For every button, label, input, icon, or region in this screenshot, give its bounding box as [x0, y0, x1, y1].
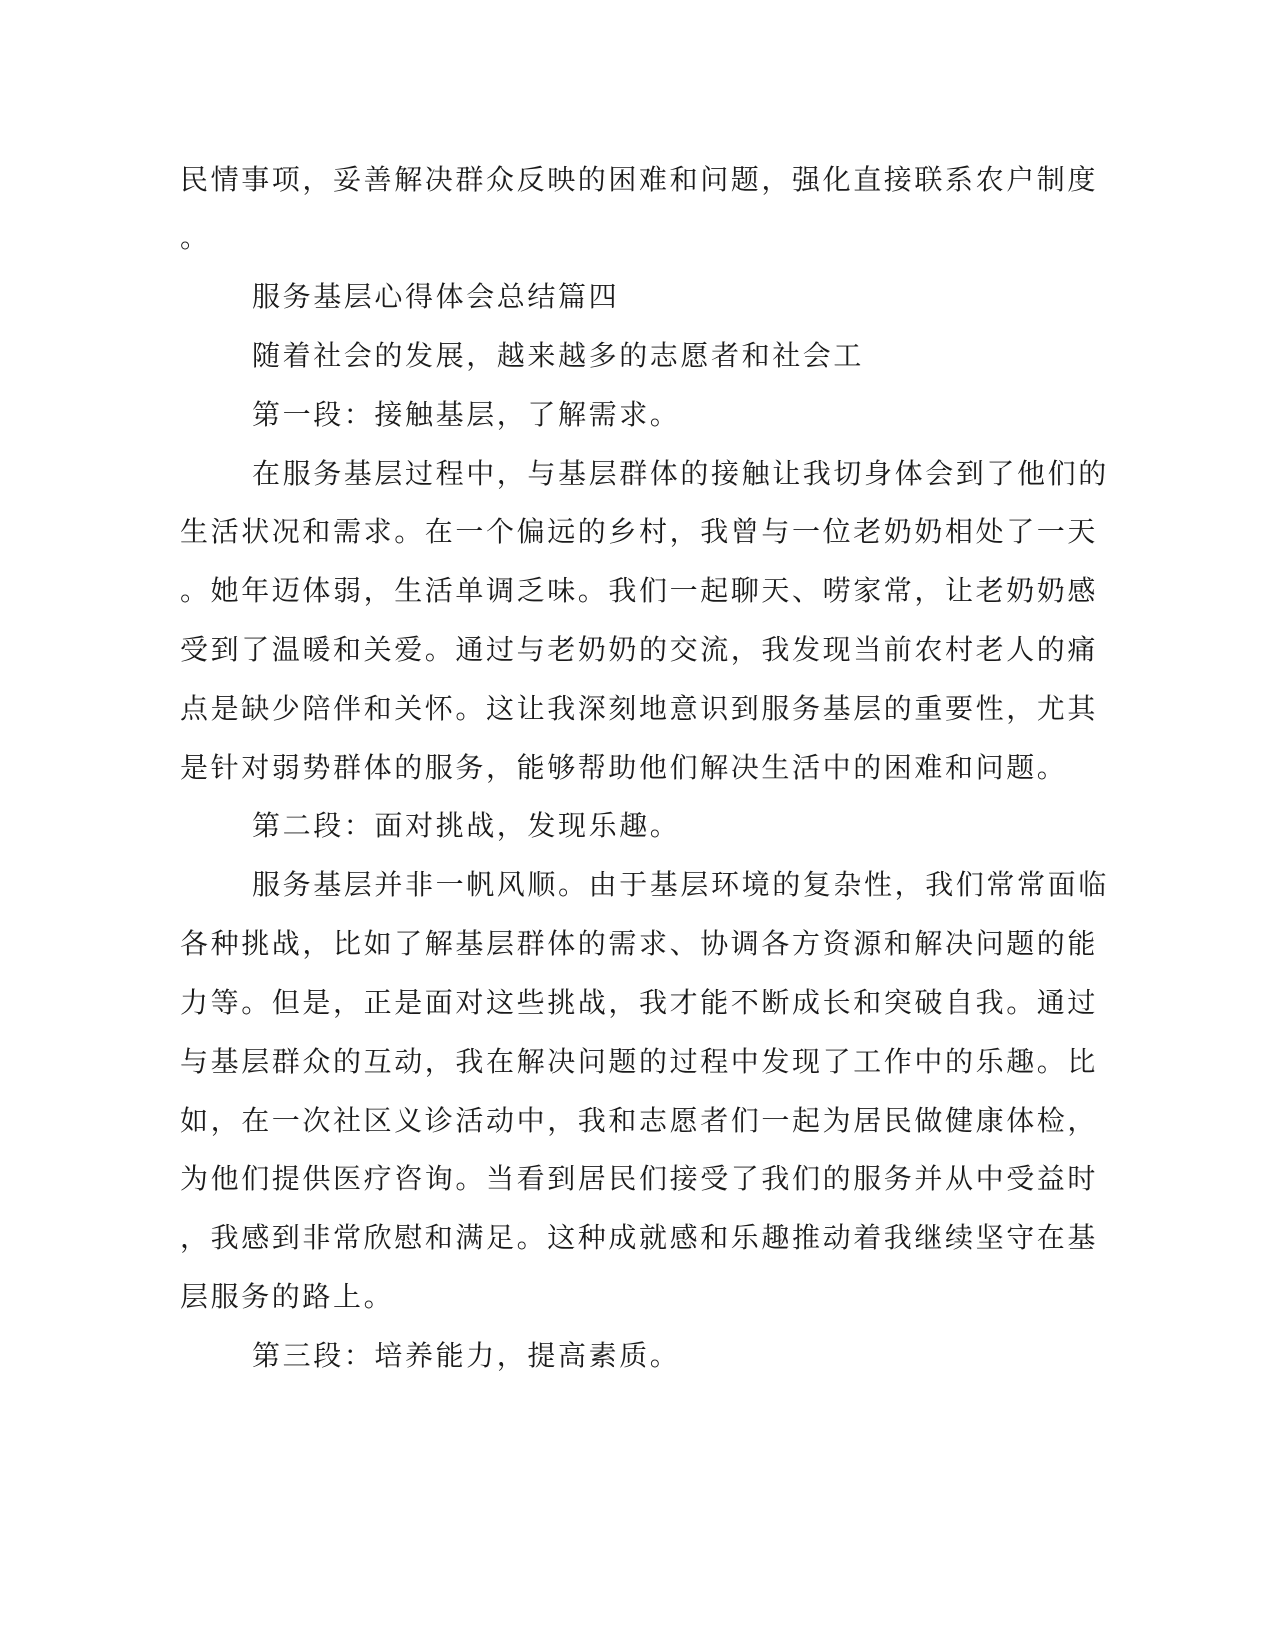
text-line: 随着社会的发展，越来越多的志愿者和社会工	[252, 339, 865, 372]
text-line: ，我感到非常欣慰和满足。这种成就感和乐趣推动着我继续坚守在基	[180, 1221, 1099, 1254]
text-line: 层服务的路上。	[180, 1280, 395, 1313]
paragraph-heading: 第三段：培养能力，提高素质。	[252, 1339, 681, 1372]
text-line: 与基层群众的互动，我在解决问题的过程中发现了工作中的乐趣。比	[180, 1045, 1099, 1078]
text-line: 服务基层并非一帆风顺。由于基层环境的复杂性，我们常常面临	[252, 868, 1109, 901]
paragraph-heading: 第一段：接触基层，了解需求。	[252, 398, 681, 431]
text-line: 为他们提供医疗咨询。当看到居民们接受了我们的服务并从中受益时	[180, 1162, 1099, 1195]
text-line: 力等。但是，正是面对这些挑战，我才能不断成长和突破自我。通过	[180, 986, 1099, 1019]
text-line: 在服务基层过程中，与基层群体的接触让我切身体会到了他们的	[252, 457, 1109, 490]
text-line: 受到了温暖和关爱。通过与老奶奶的交流，我发现当前农村老人的痛	[180, 633, 1099, 666]
section-title: 服务基层心得体会总结篇四	[252, 280, 620, 313]
text-line: 如，在一次社区义诊活动中，我和志愿者们一起为居民做健康体检，	[180, 1104, 1099, 1137]
text-line: 民情事项，妥善解决群众反映的困难和问题，强化直接联系农户制度	[180, 163, 1099, 196]
text-line: 。	[180, 221, 211, 254]
paragraph-heading: 第二段：面对挑战，发现乐趣。	[252, 809, 681, 842]
text-line: 各种挑战，比如了解基层群体的需求、协调各方资源和解决问题的能	[180, 927, 1099, 960]
text-line: 点是缺少陪伴和关怀。这让我深刻地意识到服务基层的重要性，尤其	[180, 692, 1099, 725]
text-line: 是针对弱势群体的服务，能够帮助他们解决生活中的困难和问题。	[180, 751, 1068, 784]
text-line: 生活状况和需求。在一个偏远的乡村，我曾与一位老奶奶相处了一天	[180, 515, 1099, 548]
text-line: 。她年迈体弱，生活单调乏味。我们一起聊天、唠家常，让老奶奶感	[180, 574, 1099, 607]
